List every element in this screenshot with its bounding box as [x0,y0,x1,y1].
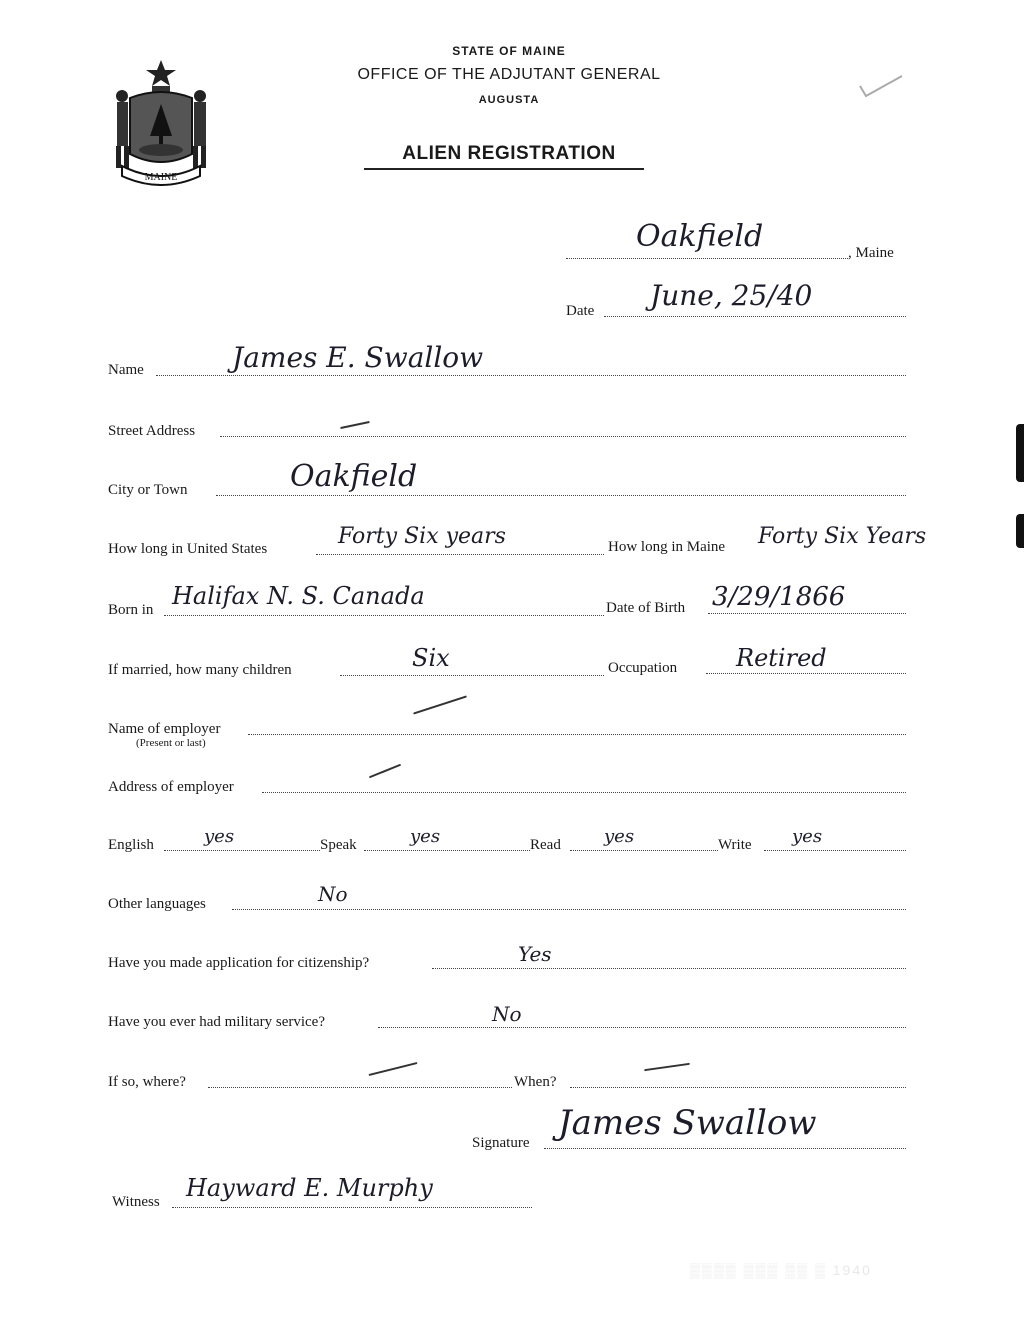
city-line [216,495,906,496]
us-duration-label: How long in United States [108,541,268,557]
speak-value: yes [410,826,441,847]
street-line [220,436,906,437]
speak-line [364,850,530,851]
date-value: June, 25/40 [650,279,813,312]
employer-line [248,734,906,735]
citizenship-value: Yes [518,942,552,966]
maine-duration-label: How long in Maine [608,539,726,555]
svg-text:MAINE: MAINE [144,172,178,183]
signature-label: Signature [472,1135,530,1151]
citizenship-line [432,968,906,969]
name-line [156,375,906,376]
signature-line [544,1148,906,1149]
city-label: City or Town [108,482,188,498]
children-line [340,675,604,676]
read-value: yes [604,826,635,847]
born-label: Born in [108,602,154,618]
city-value: Oakfield [290,459,418,494]
date-line [604,316,906,317]
children-value: Six [412,644,450,672]
read-line [570,850,718,851]
form-title: ALIEN REGISTRATION [402,143,616,164]
witness-line [172,1207,532,1208]
city-heading: AUGUSTA [478,94,540,106]
witness-value: Hayward E. Murphy [186,1174,433,1202]
english-label: English [108,837,154,853]
street-label: Street Address [108,423,196,439]
occupation-value: Retired [736,644,827,672]
signature-value: James Swallow [558,1103,817,1143]
other-languages-value: No [318,882,348,906]
citizenship-label: Have you made application for citizenship? [108,955,370,971]
employer-address-line [262,792,906,793]
dob-value: 3/29/1866 [712,582,846,612]
where-line [208,1087,512,1088]
speak-label: Speak [320,837,357,853]
dash-mark [644,1063,690,1071]
dash-mark [369,764,401,779]
occupation-line [706,673,906,674]
dob-line [708,613,906,614]
military-value: No [492,1002,522,1026]
us-duration-value: Forty Six years [338,524,506,549]
name-label: Name [108,362,144,378]
us-duration-line [316,554,604,555]
dash-mark [369,1062,418,1076]
witness-label: Witness [112,1194,160,1210]
occupation-label: Occupation [608,660,678,676]
other-languages-line [232,909,906,910]
english-line [164,850,320,851]
town-value: Oakfield [636,219,764,254]
where-label: If so, where? [108,1074,186,1090]
other-languages-label: Other languages [108,896,206,912]
check-mark-icon [856,72,906,102]
write-value: yes [792,826,823,847]
born-line [164,615,604,616]
name-value: James E. Swallow [232,341,484,374]
employer-address-label: Address of employer [108,779,234,795]
dash-mark [413,695,467,714]
received-stamp-icon: ▒▒▒▒ ▒▒▒ ▒▒ ▒ 1940 [690,1262,872,1278]
dob-label: Date of Birth [606,600,686,616]
when-line [570,1087,906,1088]
dash-mark [340,421,370,429]
scan-edge-mark [1016,514,1024,548]
date-label: Date [566,303,595,319]
maine-duration-value: Forty Six Years [758,524,927,549]
write-line [764,850,906,851]
employer-label: Name of employer [108,721,221,737]
write-label: Write [718,837,752,853]
english-value: yes [204,826,235,847]
born-value: Halifax N. S. Canada [172,582,425,610]
scan-edge-mark [1016,424,1024,482]
employer-sublabel: (Present or last) [136,737,206,749]
office-heading: OFFICE OF THE ADJUTANT GENERAL [357,66,661,83]
state-heading: STATE OF MAINE [452,44,566,58]
read-label: Read [530,837,561,853]
town-line [566,258,848,259]
military-label: Have you ever had military service? [108,1014,325,1030]
military-line [378,1027,906,1028]
title-underline [364,168,644,170]
children-label: If married, how many children [108,662,292,678]
town-suffix: , Maine [848,245,894,261]
when-label: When? [514,1074,557,1090]
